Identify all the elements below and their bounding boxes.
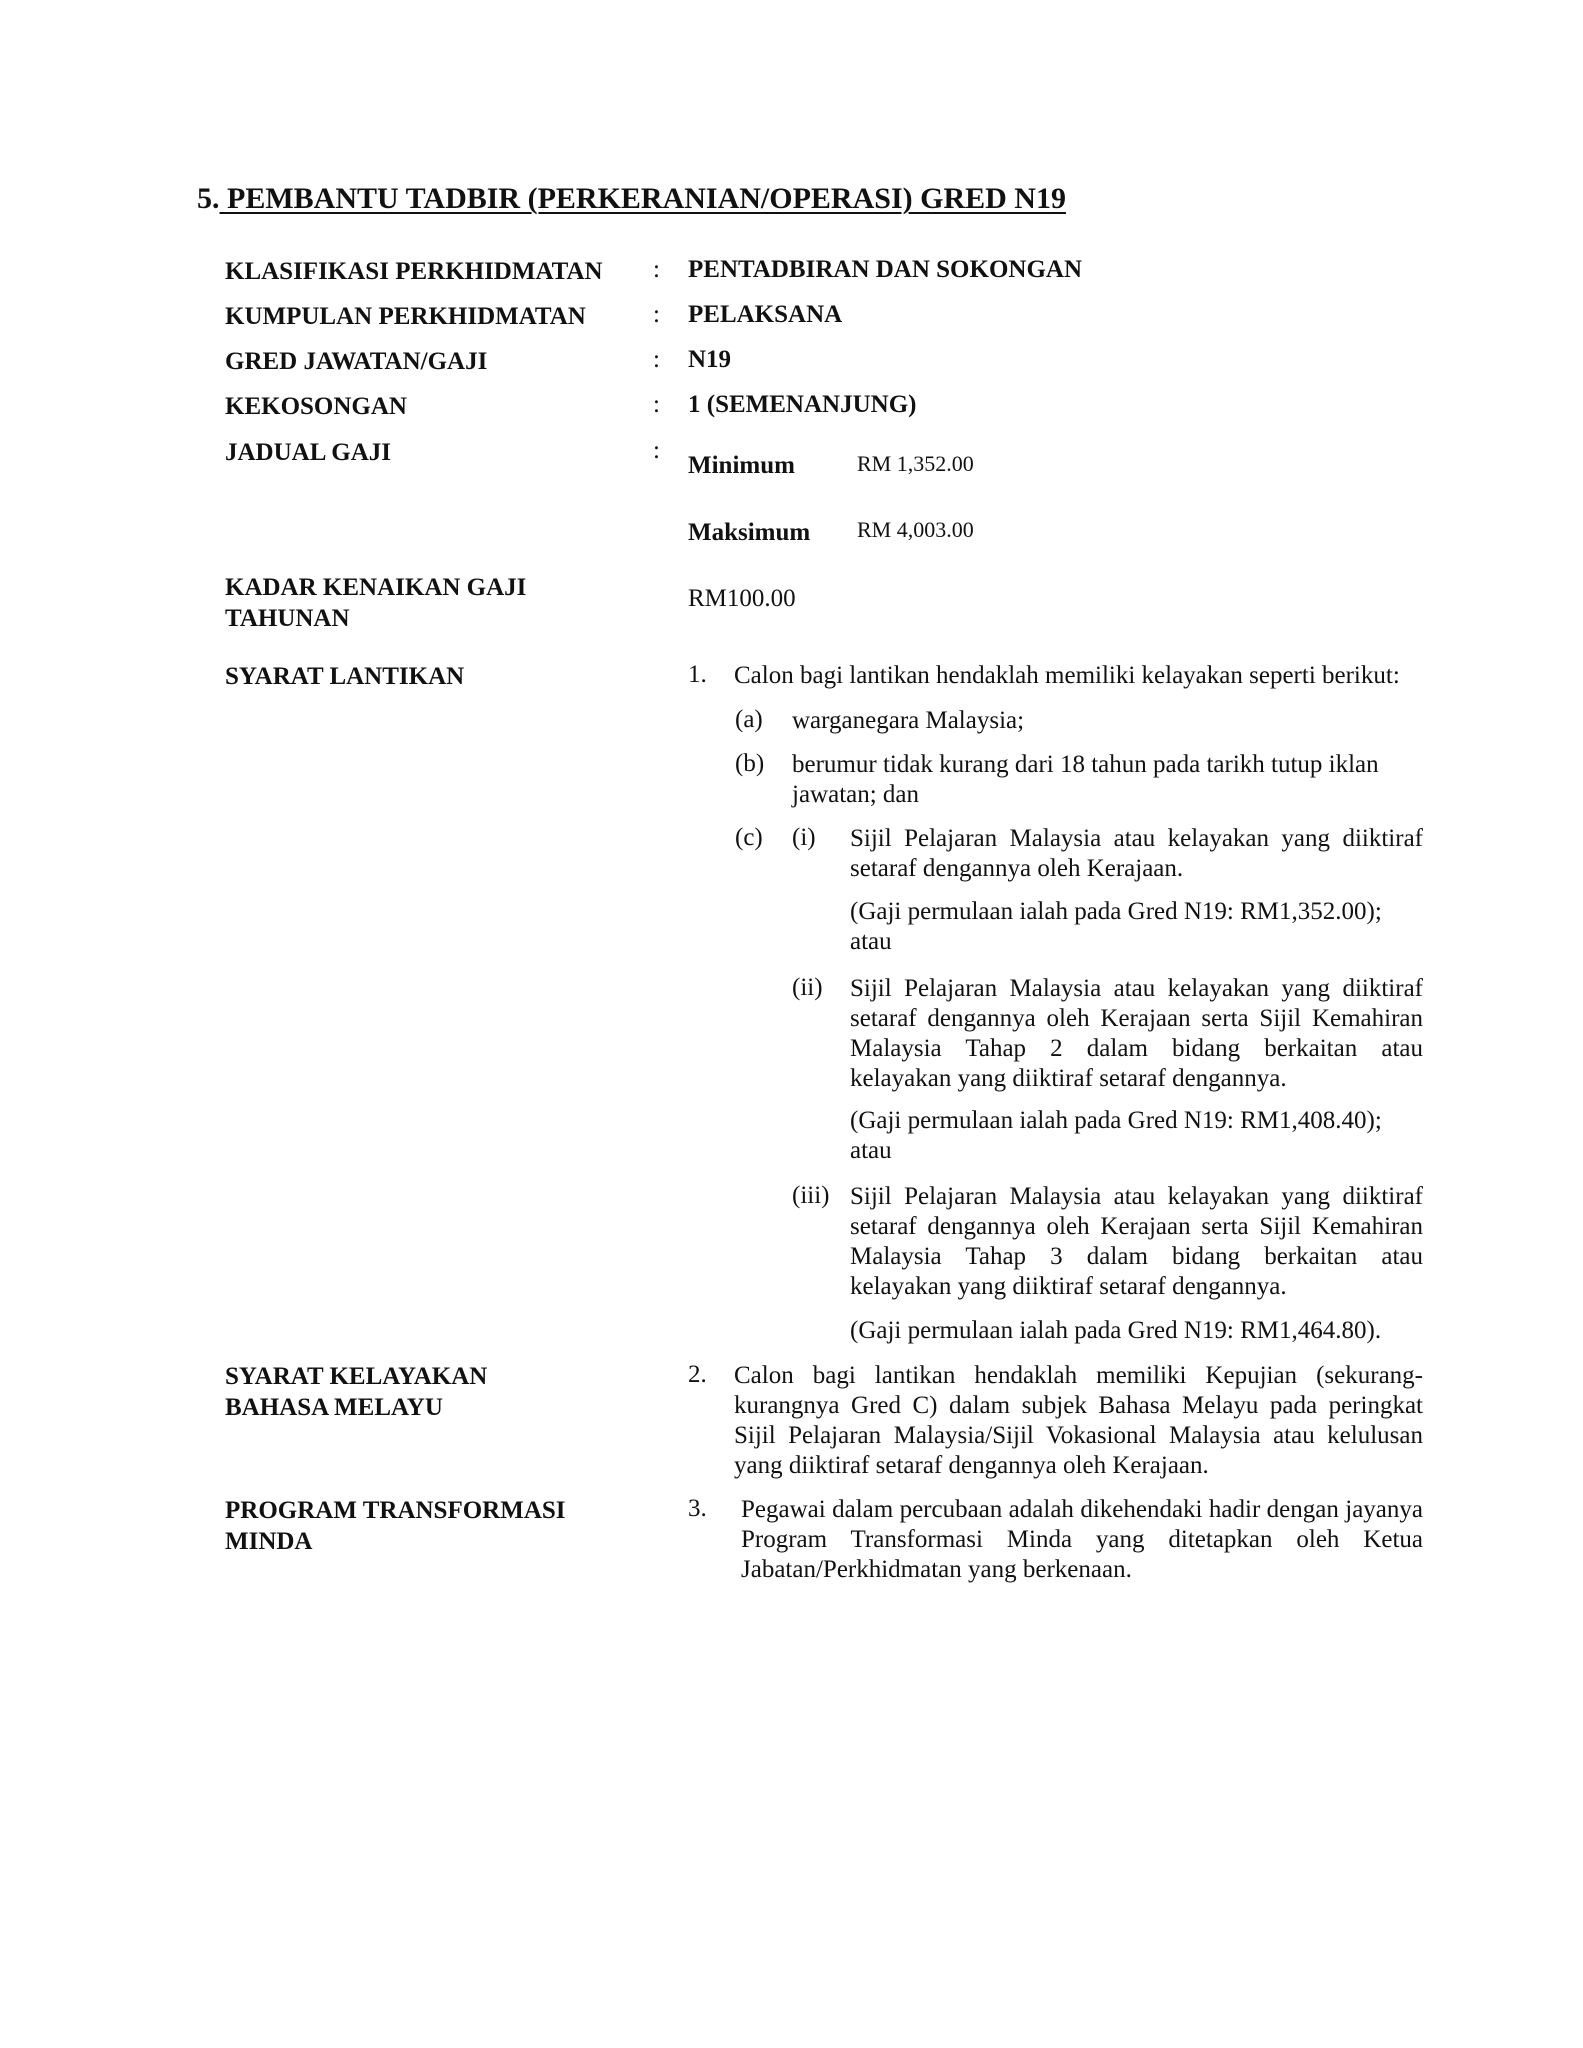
item-c-iii-marker: (iii) xyxy=(792,1182,830,1209)
gred-value: N19 xyxy=(688,346,732,373)
kekosongan-value: 1 (SEMENANJUNG) xyxy=(688,391,917,418)
transformasi-number: 3. xyxy=(688,1495,707,1522)
item-c-i-note xyxy=(850,897,1382,957)
gaji-minimum-value: RM 1,352.00 xyxy=(857,451,974,476)
item-c-ii-note-line1: (Gaji permulaan ialah pada Gred N19: RM1,408.40); xyxy=(850,1107,1382,1134)
kekosongan-colon: : xyxy=(653,391,660,418)
kumpulan-colon: : xyxy=(653,301,660,328)
item-c-ii-text: Sijil Pelajaran Malaysia atau kelayakan yang diiktiraf setaraf dengannya oleh Kerajaan serta Sijil Kemahiran Malaysia Tahap 2 dalam bidang berkaitan atau kelayakan yang diiktiraf setaraf dengannya. xyxy=(850,975,1423,1092)
item-b-line2: jawatan; dan xyxy=(792,781,920,808)
kenaikan-label-line2: TAHUNAN xyxy=(225,605,350,632)
kenaikan-value: RM100.00 xyxy=(688,585,796,612)
kumpulan-value: PELAKSANA xyxy=(688,301,843,328)
item-c-i-note-line2: atau xyxy=(850,928,892,955)
item-a-marker: (a) xyxy=(735,706,763,733)
transformasi-text: Pegawai dalam percubaan adalah dikehendaki hadir dengan jayanya Program Transformasi Minda yang ditetapkan oleh Ketua Jabatan/Perkhidmatan yang berkenaan. xyxy=(741,1496,1423,1583)
kekosongan-label: KEKOSONGAN xyxy=(225,393,407,420)
section-title: PEMBANTU TADBIR (PERKERANIAN/OPERASI) GRED N19 xyxy=(219,182,1066,215)
bahasa-melayu-label-line1: SYARAT KELAYAKAN xyxy=(225,1363,488,1390)
klasifikasi-value: PENTADBIRAN DAN SOKONGAN xyxy=(688,256,1083,283)
transformasi-label-line2: MINDA xyxy=(225,1528,313,1555)
bahasa-melayu-text: Calon bagi lantikan hendaklah memiliki Kepujian (sekurang-kurangnya Gred C) dalam subjek Bahasa Melayu pada peringkat Sijil Pelajaran Malaysia/Sijil Vokasional Malaysia atau kelulusan yang diiktiraf setaraf dengannya oleh Kerajaan. xyxy=(734,1362,1423,1479)
klasifikasi-label: KLASIFIKASI PERKHIDMATAN xyxy=(225,258,603,285)
item-b-line1: berumur tidak kurang dari 18 tahun pada tarikh tutup iklan xyxy=(792,751,1379,778)
kenaikan-label-line1: KADAR KENAIKAN GAJI xyxy=(225,574,527,601)
jadual-gaji-label: JADUAL GAJI xyxy=(225,439,391,466)
syarat-lantikan-label: SYARAT LANTIKAN xyxy=(225,663,465,690)
kenaikan-label xyxy=(225,572,526,634)
syarat-lantikan-intro: Calon bagi lantikan hendaklah memiliki kelayakan seperti berikut: xyxy=(734,662,1400,689)
syarat-lantikan-number: 1. xyxy=(688,661,707,688)
gred-label: GRED JAWATAN/GAJI xyxy=(225,348,488,375)
item-c-ii-note xyxy=(850,1106,1382,1166)
item-c-ii-note-line2: atau xyxy=(850,1137,892,1164)
item-c-i-text: Sijil Pelajaran Malaysia atau kelayakan yang diiktiraf setaraf dengannya oleh Kerajaan. xyxy=(850,825,1423,882)
gred-colon: : xyxy=(653,346,660,373)
gaji-maksimum-value: RM 4,003.00 xyxy=(857,517,974,542)
klasifikasi-colon: : xyxy=(653,256,660,283)
bahasa-melayu-label xyxy=(225,1361,487,1423)
kumpulan-label: KUMPULAN PERKHIDMATAN xyxy=(225,303,586,330)
transformasi-label-line1: PROGRAM TRANSFORMASI xyxy=(225,1497,566,1524)
item-a-text: warganegara Malaysia; xyxy=(792,707,1025,734)
item-c-iii-note: (Gaji permulaan ialah pada Gred N19: RM1,464.80). xyxy=(850,1317,1382,1344)
bahasa-melayu-label-line2: BAHASA MELAYU xyxy=(225,1394,443,1421)
item-c-iii-text: Sijil Pelajaran Malaysia atau kelayakan yang diiktiraf setaraf dengannya oleh Kerajaan serta Sijil Kemahiran Malaysia Tahap 3 dalam bidang berkaitan atau kelayakan yang diiktiraf setaraf dengannya. xyxy=(850,1183,1423,1300)
page-title xyxy=(197,182,1066,216)
item-c-i-note-line1: (Gaji permulaan ialah pada Gred N19: RM1,352.00); xyxy=(850,898,1382,925)
jadual-gaji-colon: : xyxy=(653,437,660,464)
gaji-maksimum-label: Maksimum xyxy=(688,519,811,546)
bahasa-melayu-number: 2. xyxy=(688,1361,707,1388)
section-number: 5. xyxy=(197,182,220,215)
item-c-ii-marker: (ii) xyxy=(792,974,823,1001)
gaji-minimum-label: Minimum xyxy=(688,452,795,479)
item-b-marker: (b) xyxy=(735,750,765,777)
item-b-text xyxy=(792,750,1379,810)
item-c-marker: (c) xyxy=(735,824,763,851)
item-c-i-marker: (i) xyxy=(792,824,816,851)
transformasi-label xyxy=(225,1495,566,1557)
